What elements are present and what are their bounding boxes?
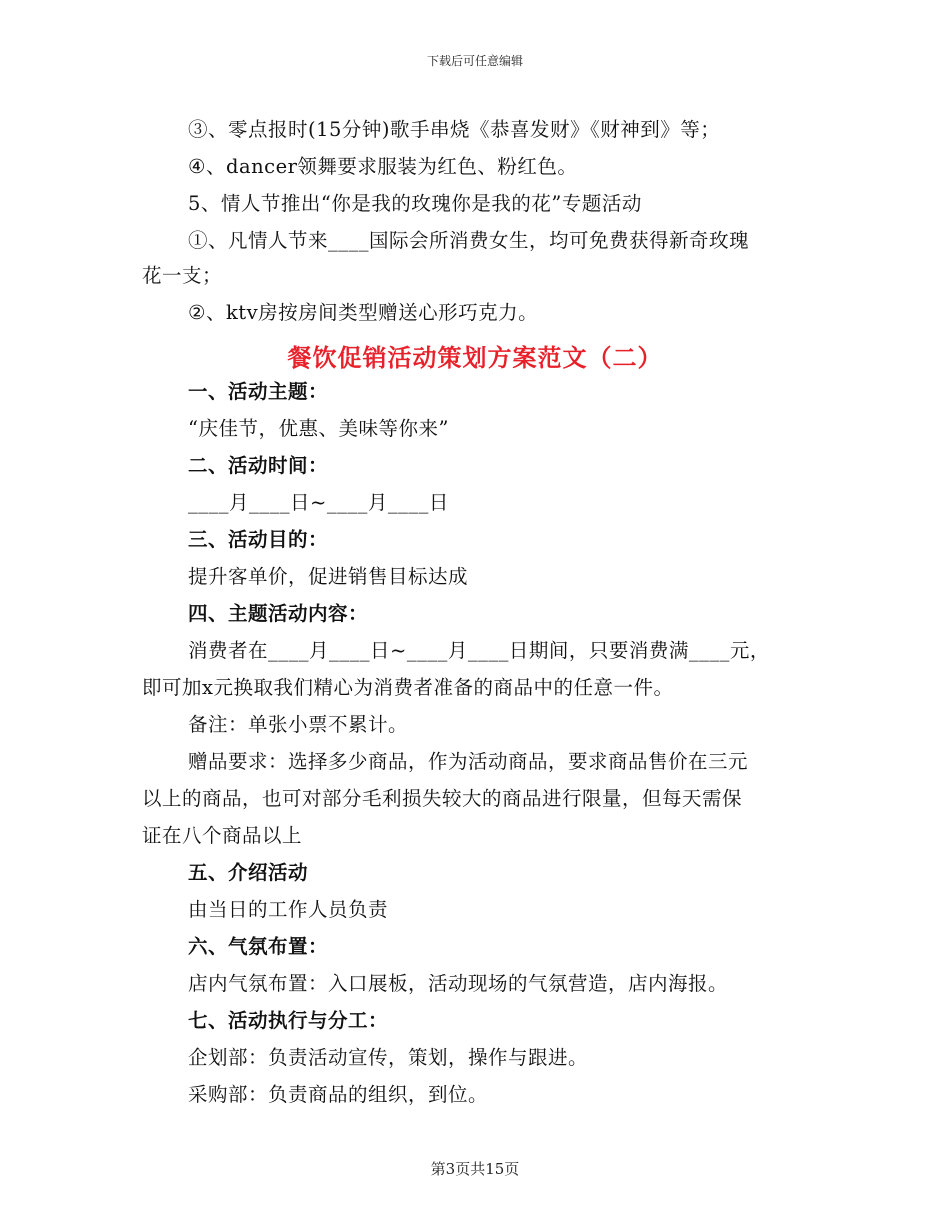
document-title: 餐饮促销活动策划方案范文（二）: [287, 344, 663, 372]
section-4-note: 备注：单张小票不累计。: [188, 713, 409, 736]
page-footer: 第3页共15页: [430, 1160, 520, 1178]
intro-line-3: 5、情人节推出“你是我的玫瑰你是我的花”专题活动: [188, 192, 642, 215]
section-4-gift-line-2: 以上的商品，也可对部分毛利损失较大的商品进行限量，但每天需保: [142, 787, 743, 810]
section-7-body-line-1: 企划部：负责活动宣传，策划，操作与跟进。: [188, 1046, 589, 1069]
section-6-body: 店内气氛布置：入口展板，活动现场的气氛营造，店内海报。: [188, 972, 729, 995]
intro-line-4: ①、凡情人节来____国际会所消费女生，均可免费获得新奇玫瑰: [188, 229, 750, 252]
section-6-heading: 六、气氛布置：: [188, 935, 329, 958]
section-3-heading: 三、活动目的：: [188, 528, 329, 551]
section-1-body: “庆佳节，优惠、美味等你来”: [188, 417, 449, 440]
section-7-body-line-2: 采购部：负责商品的组织，到位。: [188, 1083, 489, 1106]
section-2-heading: 二、活动时间：: [188, 454, 329, 477]
section-5-heading: 五、介绍活动: [188, 861, 309, 884]
section-2-body: ____月____日~____月____日: [188, 491, 449, 514]
intro-line-1: ③、零点报时(15分钟)歌手串烧《恭喜发财》《财神到》等；: [188, 118, 721, 141]
intro-line-2: ④、dancer领舞要求服装为红色、粉红色。: [188, 155, 578, 178]
section-4-body-line-1: 消费者在____月____日~____月____日期间，只要消费满____元，: [188, 639, 770, 662]
section-4-gift-line-1: 赠品要求：选择多少商品，作为活动商品，要求商品售价在三元: [188, 750, 749, 773]
section-4-gift-line-3: 证在八个商品以上: [142, 824, 303, 847]
section-3-body: 提升客单价，促进销售目标达成: [188, 565, 469, 588]
intro-line-6: ②、ktv房按房间类型赠送心形巧克力。: [188, 301, 539, 324]
section-1-heading: 一、活动主题：: [188, 380, 329, 403]
intro-line-5: 花一支；: [142, 264, 223, 287]
section-7-heading: 七、活动执行与分工：: [188, 1009, 389, 1032]
section-4-heading: 四、主题活动内容：: [188, 602, 369, 625]
section-5-body: 由当日的工作人员负责: [188, 898, 389, 921]
section-4-body-line-2: 即可加x元换取我们精心为消费者准备的商品中的任意一件。: [142, 676, 674, 699]
page-header: 下载后可任意编辑: [426, 54, 523, 68]
